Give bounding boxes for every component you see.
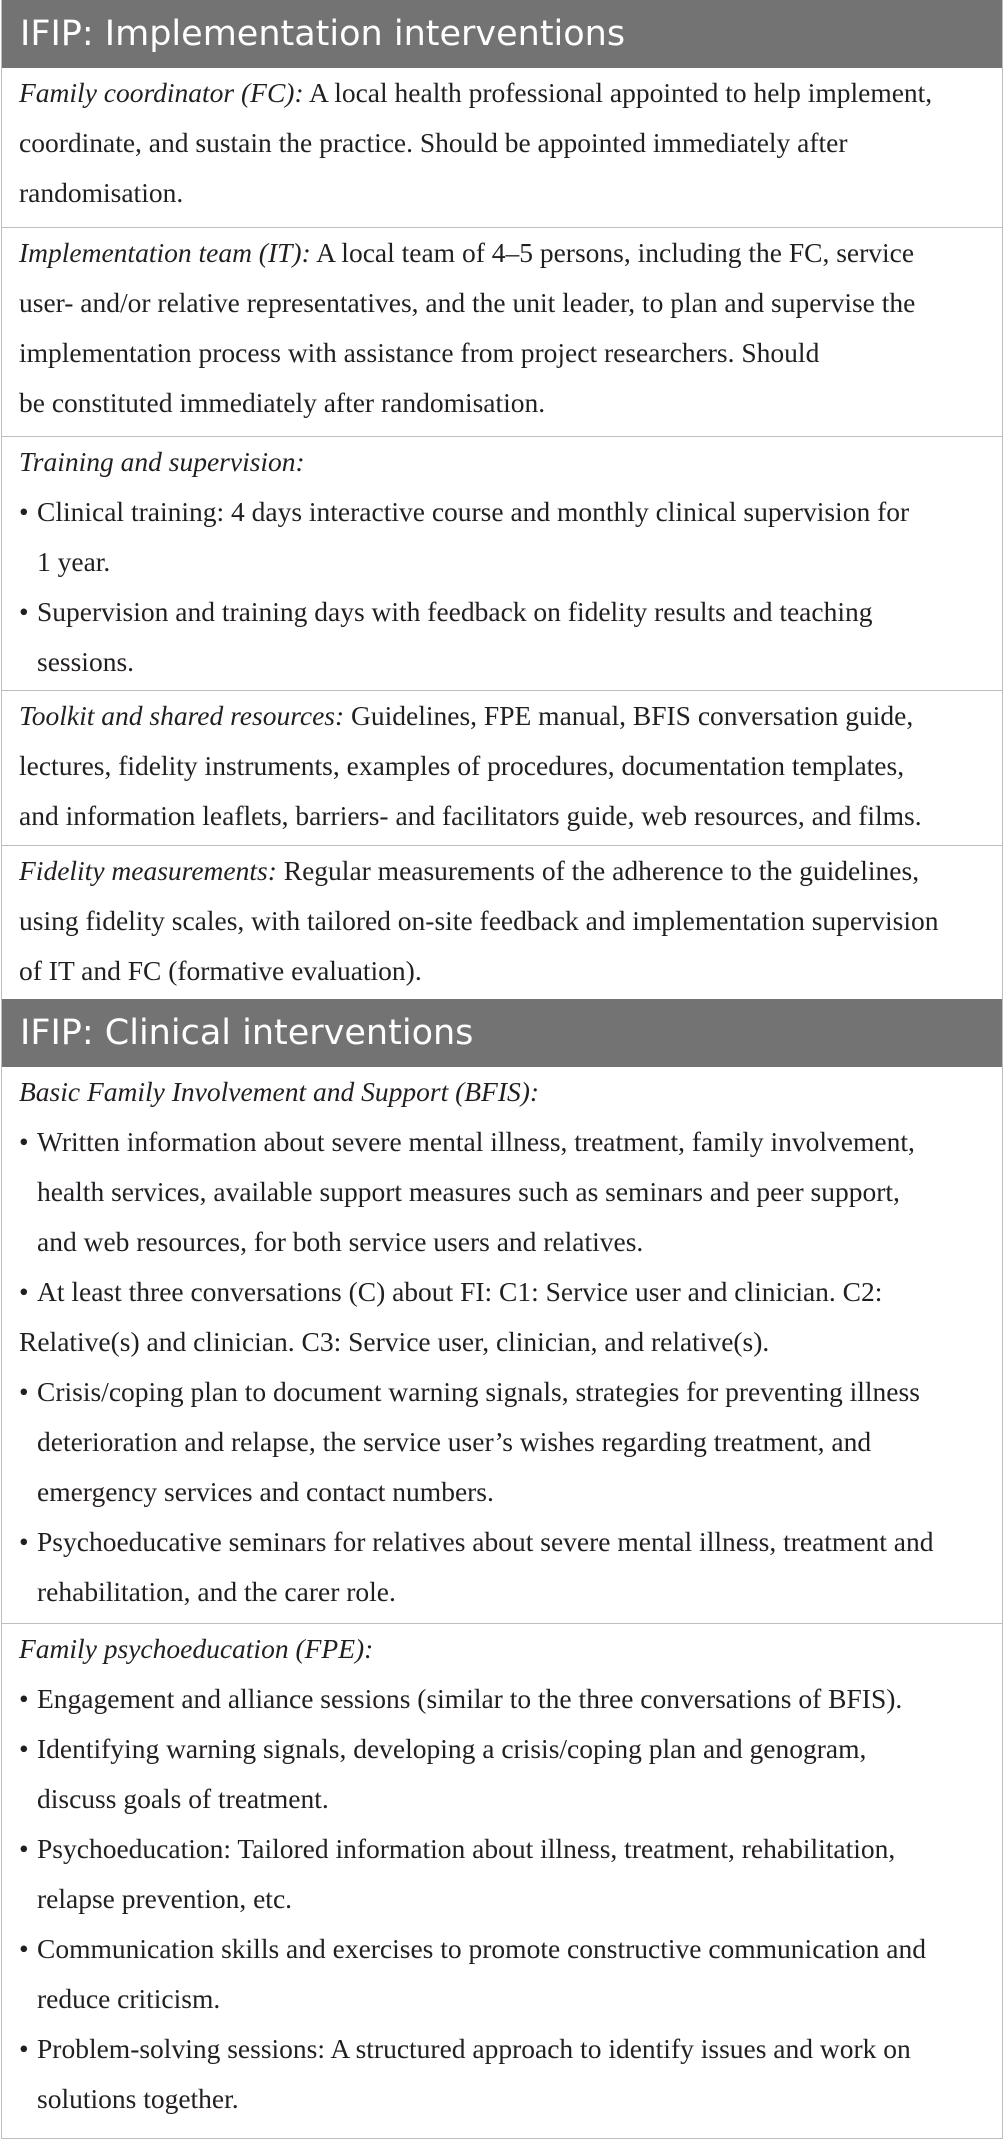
row-toolkit — [2, 690, 1002, 845]
bullet-line: and web resources, for both service users and relatives. — [37, 1226, 644, 1257]
row-lead: Family coordinator (FC): — [19, 77, 304, 108]
bullet-line: Psychoeducative seminars for relatives about severe mental illness, treatment and — [37, 1526, 934, 1557]
row-line: be constituted immediately after randomisation. — [19, 387, 546, 418]
bullet-line: Relative(s) and clinician. C3: Service user, clinician, and relative(s). — [19, 1326, 770, 1357]
bullet-line: solutions together. — [37, 2083, 239, 2114]
row-line: of IT and FC (formative evaluation). — [19, 955, 422, 986]
bullet-line: reduce criticism. — [37, 1983, 221, 2014]
bullet-line: Engagement and alliance sessions (similar to the three conversations of BFIS). — [37, 1683, 903, 1714]
bullet-line: emergency services and contact numbers. — [37, 1476, 494, 1507]
row-text — [19, 691, 988, 741]
bullet-icon: • — [19, 1733, 29, 1764]
row-line: randomisation. — [19, 177, 184, 208]
bullet-icon: • — [19, 1126, 29, 1157]
section-header-clinical: IFIP: Clinical interventions — [2, 999, 1002, 1067]
row-line: coordinate, and sustain the practice. Should be appointed immediately after — [19, 127, 848, 158]
bullet-line: Communication skills and exercises to promote constructive communication and — [37, 1933, 926, 1964]
row-line: A local team of 4–5 persons, including the FC, service — [310, 237, 915, 268]
row-lead: Family psychoeducation (FPE): — [19, 1633, 374, 1664]
bullet-line: Crisis/coping plan to document warning signals, strategies for preventing illness — [37, 1376, 920, 1407]
bullet-line: discuss goals of treatment. — [37, 1783, 329, 1814]
bullet-icon: • — [19, 1683, 29, 1714]
bullet-icon: • — [19, 1526, 29, 1557]
bullet-icon: • — [19, 596, 29, 627]
bullet-item — [19, 1674, 988, 1724]
bullet-icon: • — [19, 2033, 29, 2064]
row-training-supervision — [2, 436, 1002, 690]
bullet-line: At least three conversations (C) about FI: C1: Service user and clinician. C2: — [37, 1276, 883, 1307]
bullet-icon: • — [19, 1933, 29, 1964]
row-text — [19, 68, 988, 118]
bullet-item — [19, 1924, 988, 2024]
row-line: Guidelines, FPE manual, BFIS conversation guide, — [344, 700, 914, 731]
section-header-implementation: IFIP: Implementation interventions — [2, 0, 1002, 68]
row-line: Regular measurements of the adherence to the guidelines, — [276, 855, 920, 886]
row-line: user- and/or relative representatives, and the unit leader, to plan and supervise the — [19, 287, 916, 318]
row-line: and information leaflets, barriers- and facilitators guide, web resources, and films. — [19, 800, 922, 831]
row-line: implementation process with assistance from project researchers. Should — [19, 337, 820, 368]
bullet-line: rehabilitation, and the carer role. — [37, 1576, 396, 1607]
row-text — [19, 846, 988, 896]
bullet-item — [19, 1824, 988, 1924]
bullet-item — [19, 587, 988, 687]
bullet-icon: • — [19, 496, 29, 527]
row-fidelity — [2, 845, 1002, 999]
bullet-item — [19, 1117, 988, 1267]
bullet-line: Written information about severe mental illness, treatment, family involvement, — [37, 1126, 915, 1157]
bullet-item — [19, 1267, 988, 1367]
row-line: A local health professional appointed to help implement, — [303, 77, 933, 108]
row-lead: Basic Family Involvement and Support (BFIS): — [19, 1076, 540, 1107]
bullet-item — [19, 1367, 988, 1517]
row-line: using fidelity scales, with tailored on-site feedback and implementation supervision — [19, 905, 939, 936]
row-text — [19, 228, 988, 278]
row-lead: Training and supervision: — [19, 446, 305, 477]
bullet-item — [19, 1517, 988, 1617]
bullet-line: Identifying warning signals, developing a crisis/coping plan and genogram, — [37, 1733, 867, 1764]
row-lead: Fidelity measurements: — [19, 855, 277, 886]
bullet-item — [19, 1724, 988, 1824]
row-bfis — [2, 1067, 1002, 1623]
bullet-line: 1 year. — [37, 546, 111, 577]
bullet-item — [19, 487, 988, 587]
bullet-line: Problem-solving sessions: A structured approach to identify issues and work on — [37, 2033, 911, 2064]
bullet-line: Clinical training: 4 days interactive course and monthly clinical supervision for — [37, 496, 910, 527]
bullet-item — [19, 2024, 988, 2123]
row-implementation-team — [2, 227, 1002, 436]
interventions-table — [1, 0, 1003, 2139]
bullet-line: relapse prevention, etc. — [37, 1883, 293, 1914]
bullet-line: deterioration and relapse, the service user’s wishes regarding treatment, and — [37, 1426, 872, 1457]
bullet-icon: • — [19, 1833, 29, 1864]
row-lead: Toolkit and shared resources: — [19, 700, 345, 731]
bullet-line: health services, available support measures such as seminars and peer support, — [37, 1176, 900, 1207]
row-fpe — [2, 1623, 1002, 2123]
bullet-line: Supervision and training days with feedback on fidelity results and teaching — [37, 596, 873, 627]
bullet-line: sessions. — [37, 646, 135, 677]
bullet-icon: • — [19, 1376, 29, 1407]
row-line: lectures, fidelity instruments, examples of procedures, documentation templates, — [19, 750, 905, 781]
row-lead: Implementation team (IT): — [19, 237, 311, 268]
bullet-icon: • — [19, 1276, 29, 1307]
bullet-line: Psychoeducation: Tailored information about illness, treatment, rehabilitation, — [37, 1833, 896, 1864]
row-family-coordinator — [2, 68, 1002, 227]
